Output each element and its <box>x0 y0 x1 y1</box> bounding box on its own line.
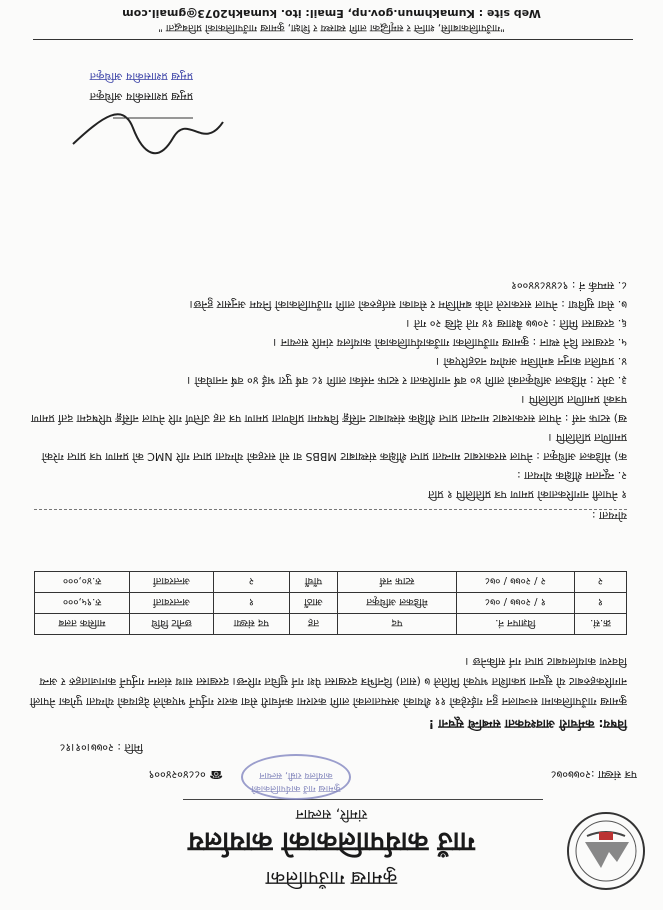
qualification-label: योग्यता : <box>591 509 627 522</box>
header-divider <box>183 799 543 800</box>
table-cell: स्टाफ नर्स <box>338 572 457 593</box>
footer-contact <box>0 7 663 20</box>
table-cell: अन्तरवार्ता <box>130 593 214 614</box>
table-cell: रु.४०,००० <box>35 572 130 593</box>
footer-divider <box>33 39 633 40</box>
reference-number: पत्र संख्या :२०७७०७८ <box>550 768 637 781</box>
list-item: ४. प्रचलित कानुन बमोजिम अयोग्य नठहरिएको । <box>435 355 627 368</box>
list-item: ५. दरखास्त दिने स्थान : कुमाख गाउँपालिका गाउँकार्यपालिकाको कार्यालय रांमरि सल्यान । <box>273 336 627 349</box>
list-item: ख) स्टाफ नर्स : नेपाल सरकारबाट मान्यता प्राप्त शैक्षिक संस्थाबाट नर्सिङ्ग विषयमा प्रविणता प्रमाण पत्र तह उत्तिर्ण गरि नेपाल नर्सिङ्ग परिषदमा दर्ता प्रमाण पत्रको प्रमाणित प्रतिलिपि । <box>31 393 627 425</box>
office-title: गाउँ कार्यपालिकाको कार्यालय <box>188 826 475 857</box>
letter-date: मिति : २०७७।०१।१८ <box>59 741 143 754</box>
table-header-row <box>35 614 627 635</box>
list-item: १ नेपाली नागरिकताको प्रमाण पत्र प्रतिलिपि १ प्रति <box>428 488 627 501</box>
table-cell: १ <box>574 593 626 614</box>
stamped-title: प्रमुख प्रशासकीय अधिकृत <box>89 70 193 83</box>
table-cell: मेडिकल अधिकृत <box>338 593 457 614</box>
table-header: मासिक तलब <box>35 614 130 635</box>
handwritten-signature <box>63 106 233 162</box>
table-cell: १ <box>214 593 290 614</box>
table-cell: अन्तरवार्ता <box>130 572 214 593</box>
table-header: पद संख्या <box>214 614 290 635</box>
qualification-list <box>27 276 627 504</box>
list-item: ६. दरखास्त मिति : २०७७ बैशाख १४ गते देखि २० गते । <box>406 317 627 330</box>
footer-slogan: "गाउँपालिकाबासि, शान्ति र समृद्धिका लागि स्वास्थ्य र शिक्षा, कुमाख गाउँपालिकाको प्रतिबद्धता " <box>158 22 505 33</box>
subject-line: विषय: कर्मचारी आवश्यकता सम्बन्धि सूचना ! <box>428 717 627 731</box>
list-item: २. न्यूनतम शैक्षिक योग्यता : <box>517 469 627 482</box>
list-item: ३. उमेर : मेडिकल अधिकृतको लागि ४० वर्ष नागरिकता र स्टाफ नर्सका लागि १८ वर्ष पुरा भई ४० वर्ष ननाघेको । <box>187 374 627 387</box>
table-cell: २ <box>214 572 290 593</box>
table-row <box>35 572 627 593</box>
body-paragraph: कुमाख गाउँपालिकामा सञ्चालन हुन गईरहेको ११ शैयाको अस्पतालको लागि करारमा कर्मचारी सेवा करार गर्नुपर्ने भएकोले देहायको योग्यता पुगेका नेपाली नागरिकहरुबाट यो सूचना प्रकाशित भएको मितिले ७ (सात) दिनभित्र दरखास्त पेश गर्न सुचित गरिन्छ। दरखास्त साथ संलग्न गर्नुपर्ने कागजातहरु र अन्य विवरण कार्यालयबाट प्राप्त गर्न सकिनेछ । <box>29 655 627 708</box>
vacancy-table <box>34 571 627 635</box>
table-cell: २ / २०७७ / ०७८ <box>456 572 574 593</box>
office-name: कुमाख गाउँपालिका <box>265 867 398 889</box>
table-header: क्र.सं. <box>574 614 626 635</box>
table-row <box>35 593 627 614</box>
table-cell: पाँचौं <box>289 572 338 593</box>
list-item: ७. सेवा सुविधा : नेपाल सरकारले तोके बमोजिम र सेवाका सर्तहरुको लागि गाउँपालिकाको नियम अनुसार हुनेछ। <box>189 298 627 311</box>
footer-web-email: Web site : Kumakhmun.gov.np, Email: ito. kumakh2073@gmail.com <box>122 7 541 20</box>
office-stamp: कुमाख गाउँ कार्यपालिकाको कार्यालय राम्री, सल्यान <box>241 754 351 800</box>
table-header: विज्ञापन नं. <box>456 614 574 635</box>
table-cell: २ <box>574 572 626 593</box>
office-address: रांमरि, सल्यान <box>295 806 368 822</box>
table-header: तह <box>289 614 338 635</box>
signatory-title: प्रमुख प्रशासकीय अधिकृत <box>89 90 193 103</box>
phone-number: ☎ ०८८४०२४००९ <box>148 768 223 781</box>
table-header: छनौट विधि <box>130 614 214 635</box>
table-cell: आठौं <box>289 593 338 614</box>
table-cell: रु.९५,००० <box>35 593 130 614</box>
table-header: पद <box>338 614 457 635</box>
table-cell: १ / २०७७ / ०७८ <box>456 593 574 614</box>
list-item: क) मेडिकल अधिकृत : नेपाल सरकारबाट मान्यता प्राप्त शैक्षिक संस्थाबाट MBBS वा सो सरहको योग्यता प्राप्त गरि NMC को प्रमाण पत्र प्राप्त गरेको प्रमाणित प्रतिलिपि । <box>41 431 627 463</box>
list-item: ८. सम्पर्क नं : ९८४४८४४००१ <box>511 279 627 292</box>
section-divider <box>34 509 627 510</box>
